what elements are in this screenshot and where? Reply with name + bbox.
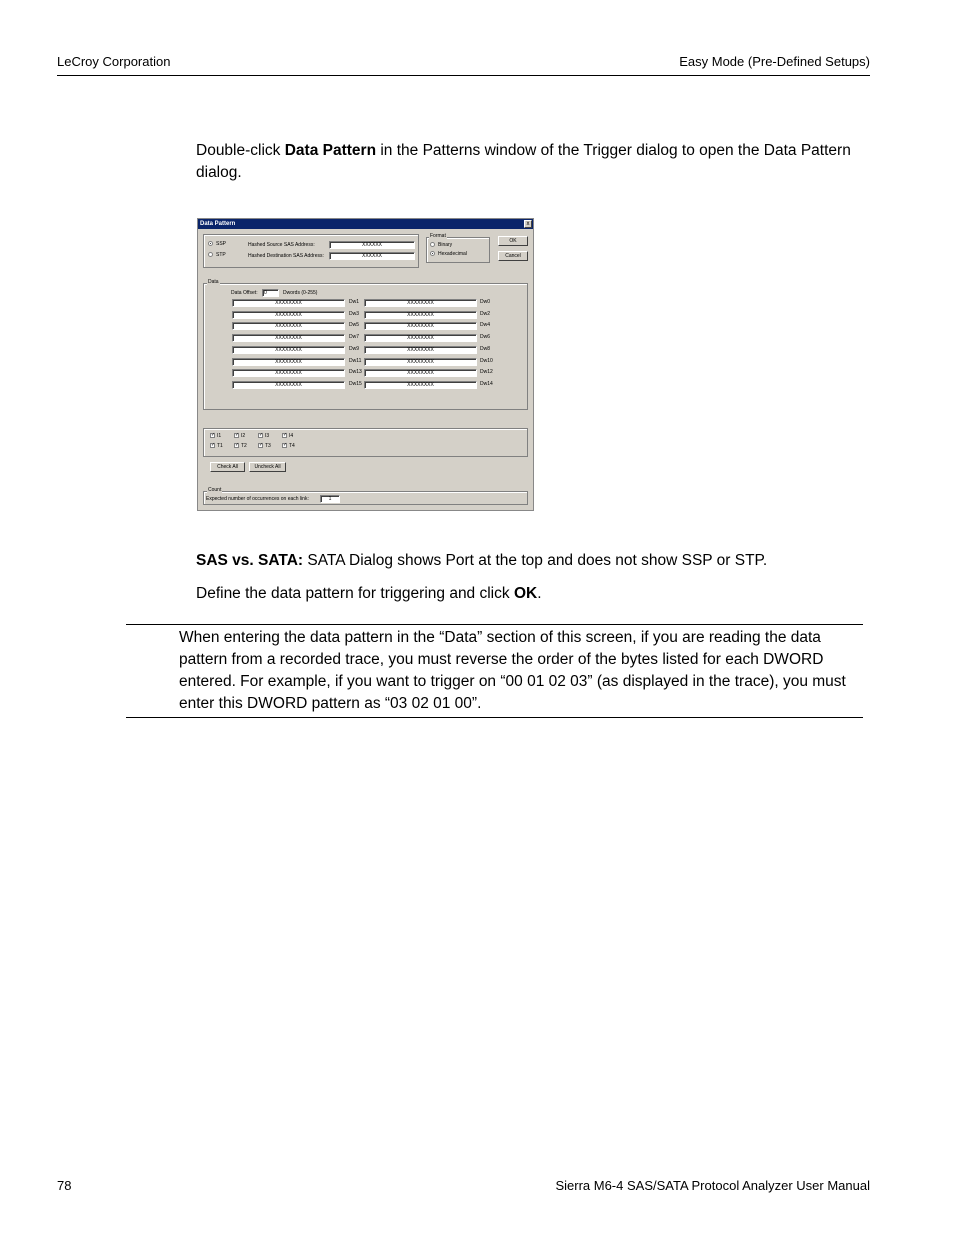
sas-vs-sata-note: SAS vs. SATA: SATA Dialog shows Port at the top and does not show SSP or STP.	[196, 552, 768, 569]
dword-label: Dw13	[349, 369, 362, 376]
radio-hex-icon	[430, 251, 435, 256]
dword-field[interactable]: XXXXXXXX	[364, 311, 477, 319]
radio-hexadecimal[interactable]: Hexadecimal	[430, 251, 467, 257]
port-label: I3	[265, 433, 270, 439]
check-all-button[interactable]: Check All	[210, 462, 245, 472]
dword-label: Dw0	[480, 299, 491, 305]
header-section: Easy Mode (Pre-Defined Setups)	[679, 54, 870, 69]
radio-ssp[interactable]: SSP	[208, 241, 226, 247]
note-text: When entering the data pattern in the “Data” section of this screen, if you are reading the data pattern from a recorded trace, you must reverse the order of the bytes listed for each DWORD entered. For example, if you want to trigger on “00 01 02 03” (as displayed in the trace), you must enter this DWORD pattern as “03 02 01 00”.	[179, 629, 846, 712]
checkbox-icon: ✓	[283, 442, 288, 449]
port-label: T1	[217, 443, 223, 449]
ok-button[interactable]: OK	[498, 236, 528, 246]
cancel-button[interactable]: Cancel	[498, 251, 528, 261]
destination-address-label: Hashed Destination SAS Address:	[248, 253, 324, 259]
checkbox-icon: ✓	[235, 442, 240, 449]
dword-label: Dw9	[349, 345, 360, 352]
port-label: I1	[217, 433, 222, 439]
dword-field[interactable]: XXXXXXXX	[232, 358, 345, 366]
dword-field[interactable]: XXXXXXXX	[232, 346, 345, 354]
data-offset-field[interactable]: 0	[262, 289, 279, 297]
radio-ssp-icon	[208, 241, 213, 246]
data-offset-label: Data Offset:	[231, 290, 258, 296]
dword-field[interactable]: XXXXXXXX	[364, 346, 477, 354]
dword-field[interactable]: XXXXXXXX	[364, 299, 477, 307]
dword-field[interactable]: XXXXXXXX	[232, 311, 345, 319]
port-checkbox[interactable]	[258, 433, 269, 439]
dword-field[interactable]: XXXXXXXX	[364, 358, 477, 366]
dword-label: Dw4	[480, 322, 491, 329]
close-icon[interactable]: x	[524, 220, 532, 228]
note-bottom-rule	[126, 717, 863, 718]
dword-field[interactable]: XXXXXXXX	[364, 334, 477, 342]
port-label: T2	[241, 443, 247, 449]
radio-stp[interactable]: STP	[208, 252, 226, 258]
dialog-title: Data Pattern	[198, 219, 533, 229]
dword-label: Dw3	[349, 310, 360, 317]
port-checkbox[interactable]	[282, 443, 295, 449]
dword-label: Dw8	[480, 345, 491, 352]
dword-field[interactable]: XXXXXXXX	[232, 334, 345, 342]
radio-stp-icon	[208, 252, 213, 257]
port-checkbox[interactable]	[234, 443, 247, 449]
dword-label: Dw15	[349, 380, 362, 387]
dword-field[interactable]: XXXXXXXX	[364, 381, 477, 389]
dword-label: Dw5	[349, 322, 360, 329]
checkbox-icon: ✓	[259, 432, 264, 439]
address-group	[203, 234, 419, 268]
header-rule	[57, 75, 870, 76]
count-description: Expected number of occurrences on each link:	[206, 496, 309, 502]
count-field[interactable]: 1	[320, 495, 340, 503]
port-label: T4	[289, 443, 295, 449]
header-company: LeCroy Corporation	[57, 54, 171, 69]
destination-address-field[interactable]: XXXXXX	[329, 252, 415, 260]
dword-field[interactable]: XXXXXXXX	[232, 369, 345, 377]
port-label: I2	[241, 433, 246, 439]
source-address-label: Hashed Source SAS Address:	[248, 242, 315, 248]
port-checkbox[interactable]	[210, 433, 221, 439]
dword-label: Dw10	[480, 357, 493, 364]
format-label: Format	[430, 233, 446, 239]
port-checkbox[interactable]	[210, 443, 223, 449]
note-top-rule	[126, 624, 863, 625]
footer-title: Sierra M6-4 SAS/SATA Protocol Analyzer User Manual	[555, 1178, 870, 1193]
dword-field[interactable]: XXXXXXXX	[364, 322, 477, 330]
format-group	[426, 237, 490, 263]
dword-label: Dw6	[480, 334, 491, 341]
data-pattern-dialog	[197, 218, 534, 511]
radio-binary[interactable]: Binary	[430, 242, 452, 248]
port-checkbox[interactable]	[234, 433, 245, 439]
port-checkbox[interactable]	[282, 433, 293, 439]
uncheck-all-button[interactable]: Uncheck All	[249, 462, 286, 472]
source-address-field[interactable]: XXXXXX	[329, 241, 415, 249]
count-label: Count	[208, 487, 222, 493]
checkbox-icon: ✓	[211, 442, 216, 449]
dword-field[interactable]: XXXXXXXX	[364, 369, 477, 377]
port-label: I4	[289, 433, 294, 439]
dword-label: Dw12	[480, 369, 493, 376]
dword-label: Dw2	[480, 310, 491, 317]
intro-paragraph: Double-click Data Pattern in the Patterns window of the Trigger dialog to open the Data Pattern dialog.	[196, 142, 851, 181]
port-label: T3	[265, 443, 271, 449]
dword-label: Dw14	[480, 380, 493, 387]
port-checkbox[interactable]	[258, 443, 271, 449]
dword-field[interactable]: XXXXXXXX	[232, 322, 345, 330]
checkbox-icon: ✓	[283, 432, 288, 439]
checkbox-icon: ✓	[211, 432, 216, 439]
dword-field[interactable]: XXXXXXXX	[232, 299, 345, 307]
dword-label: Dw11	[349, 357, 362, 364]
dword-label: Dw7	[349, 334, 360, 341]
dword-field[interactable]: XXXXXXXX	[232, 381, 345, 389]
page-number: 78	[57, 1178, 72, 1193]
dwords-range-label: Dwords (0-255)	[283, 290, 318, 296]
dword-label: Dw1	[349, 299, 360, 305]
ports-group	[203, 428, 528, 457]
data-label: Data	[208, 279, 219, 285]
checkbox-icon: ✓	[235, 432, 240, 439]
radio-binary-icon	[430, 242, 435, 247]
define-instruction: Define the data pattern for triggering and click OK.	[196, 585, 542, 602]
checkbox-icon: ✓	[259, 442, 264, 449]
